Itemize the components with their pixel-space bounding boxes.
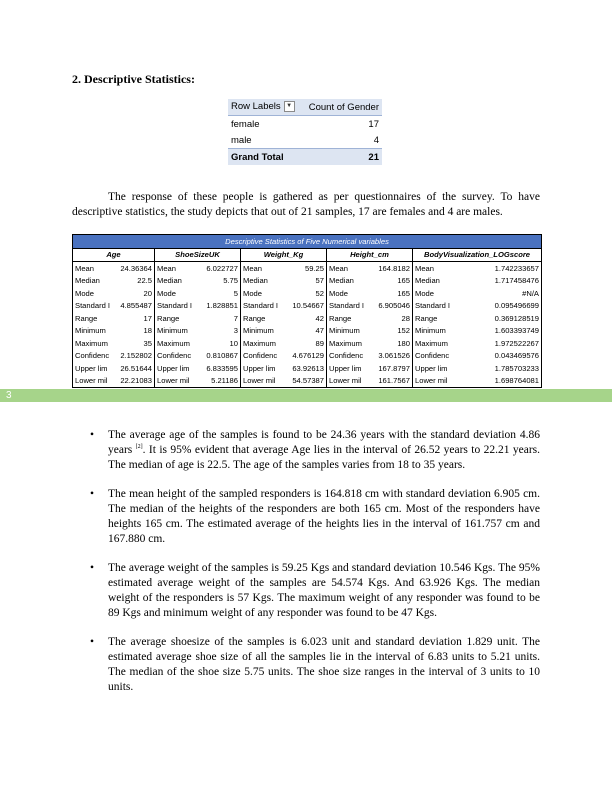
stats-title-row <box>73 235 542 249</box>
stats-header-shoesize: ShoeSizeUK <box>155 248 241 262</box>
stat-label-cell: Standard I <box>243 301 279 311</box>
stat-value-cell: 0.369128519 <box>460 312 542 325</box>
stat-value-cell: 89 <box>285 337 327 350</box>
list-item <box>72 487 540 547</box>
stat-label-cell: Maximum <box>415 338 448 348</box>
stat-value-cell: 2.152802 <box>113 350 155 363</box>
stat-label-cell: Confidenc <box>243 351 278 361</box>
stat-value-cell: 152 <box>371 325 413 338</box>
stat-label-cell: Mode <box>243 288 262 298</box>
stat-label-cell: Lower mil <box>413 375 460 388</box>
table-row <box>73 362 542 375</box>
stat-label-cell: Standard I <box>157 301 193 311</box>
stat-label-cell: Minimum <box>73 325 113 338</box>
stat-label-cell: Maximum <box>157 338 190 348</box>
list-item <box>72 635 540 695</box>
stat-label-cell: Mode <box>157 288 176 298</box>
stat-value-cell: 6.905046 <box>371 300 413 313</box>
stat-value-cell: 42 <box>285 312 327 325</box>
stats-title: Descriptive Statistics of Five Numerical variables <box>73 235 542 249</box>
stat-value-cell: 165 <box>371 287 413 300</box>
pivot-header-row-labels[interactable] <box>228 99 302 116</box>
stat-value-cell: 6.833595 <box>199 362 241 375</box>
stat-value-cell: 1.785703233 <box>460 362 542 375</box>
stat-label-cell: Minimum <box>329 326 360 336</box>
stat-value-cell: 180 <box>371 337 413 350</box>
table-row <box>73 350 542 363</box>
findings-list <box>72 428 540 709</box>
table-row <box>73 275 542 288</box>
list-item <box>72 428 540 473</box>
gender-pivot-table <box>228 99 382 165</box>
stats-header-age: Age <box>73 248 155 262</box>
stat-value-cell: 1.603393749 <box>460 325 542 338</box>
stat-value-cell: 10 <box>199 337 241 350</box>
stat-label-cell: Median <box>157 276 182 286</box>
citation-ref[interactable]: [2] <box>135 444 143 451</box>
stat-label-cell: Maximum <box>243 338 276 348</box>
stat-value-cell: 17 <box>113 312 155 325</box>
stat-value-cell: 164.8182 <box>371 262 413 275</box>
pivot-row-count: 4 <box>373 134 379 146</box>
stat-label-cell: Confidenc <box>157 351 192 361</box>
stat-value-cell: 7 <box>199 312 241 325</box>
stat-label-cell: Upper lim <box>243 363 276 373</box>
stat-label-cell: Minimum <box>157 326 188 336</box>
stat-value-cell: 26.51644 <box>113 362 155 375</box>
table-row <box>73 262 542 275</box>
stat-value-cell: 1.742233657 <box>460 262 542 275</box>
stat-value-cell: 1.972522267 <box>460 337 542 350</box>
stat-value-cell: 0.095496699 <box>460 300 542 313</box>
stat-label-cell: Standard I <box>329 301 365 311</box>
stat-label-cell: Upper lim <box>415 363 448 373</box>
stat-label-cell: Standard I <box>415 301 451 311</box>
stat-label-cell: Range <box>415 313 438 323</box>
stat-label-cell: Range <box>73 312 113 325</box>
bullet-text-b: . It is 95% evident that average Age lies in the interval of 26.52 years to 22.21 years. The median of age is 22.5. The age of the samples varies from 18 to 35 years. <box>108 444 541 471</box>
stats-header-row <box>73 248 542 262</box>
stat-value-cell: 28 <box>371 312 413 325</box>
stat-value-cell: 1.828851 <box>199 300 241 313</box>
intro-paragraph: The response of these people is gathered as per questionnaires of the survey. To have descriptive statistics, the study depicts that out of 21 samples, 17 are females and 4 are males. <box>72 191 540 218</box>
stat-label-cell: Mean <box>157 263 176 273</box>
bullet-icon: • <box>90 429 95 441</box>
stat-value-cell: 0.810867 <box>199 350 241 363</box>
pivot-header-row <box>228 99 382 116</box>
stat-value-cell: 63.92613 <box>285 362 327 375</box>
bullet-text-a: The average age of the samples is found to be 24.36 years with the standard deviation 4.86 years <box>108 429 540 456</box>
stat-value-cell: 22.21083 <box>113 375 155 388</box>
stat-label-cell: Lower mil <box>155 375 199 388</box>
stat-value-cell: 20 <box>113 287 155 300</box>
stat-value-cell: 167.8797 <box>371 362 413 375</box>
stat-label-cell: Mean <box>243 263 262 273</box>
pivot-row-label: male <box>231 134 252 146</box>
stat-value-cell: 1.698764081 <box>460 375 542 388</box>
table-row <box>73 312 542 325</box>
stat-label-cell: Confidenc <box>415 351 450 361</box>
stat-label-cell: Upper lim <box>73 362 113 375</box>
table-row <box>73 300 542 313</box>
page-number: 3 <box>6 390 12 401</box>
pivot-row-count: 17 <box>368 118 379 130</box>
stat-label-cell: Lower mil <box>73 375 113 388</box>
stat-label-cell: Mode <box>73 287 113 300</box>
stat-value-cell: 10.54667 <box>285 300 327 313</box>
stat-label-cell: Median <box>329 276 354 286</box>
stat-value-cell: 35 <box>113 337 155 350</box>
page-footer-bar <box>0 389 612 402</box>
pivot-row <box>228 116 382 133</box>
stat-value-cell: 52 <box>285 287 327 300</box>
stat-value-cell: 18 <box>113 325 155 338</box>
stat-label-cell: Minimum <box>243 326 274 336</box>
pivot-total-label: Grand Total <box>228 149 302 166</box>
stat-value-cell: 47 <box>285 325 327 338</box>
stat-label-cell: Mode <box>415 288 434 298</box>
stat-label-cell: Range <box>243 313 266 323</box>
stat-label-cell: Upper lim <box>329 363 362 373</box>
stat-label-cell: Confidenc <box>73 350 113 363</box>
bullet-icon: • <box>90 488 95 500</box>
stat-label-cell: Mean <box>329 263 348 273</box>
stat-value-cell: 57 <box>285 275 327 288</box>
stat-value-cell: #N/A <box>460 287 542 300</box>
table-row <box>73 375 542 388</box>
table-row <box>73 325 542 338</box>
stat-value-cell: 5 <box>199 287 241 300</box>
stat-label-cell: Maximum <box>73 337 113 350</box>
stat-label-cell: Mean <box>73 262 113 275</box>
stat-value-cell: 3 <box>199 325 241 338</box>
stat-label-cell: Upper lim <box>157 363 190 373</box>
bullet-icon: • <box>90 562 95 574</box>
stat-value-cell: 3.061526 <box>371 350 413 363</box>
bullet-text: The mean height of the sampled responders is 164.818 cm with standard deviation 6.905 cm. The median of the heights of the responders are both 165 cm. Most of the responders have heights 165 cm. The estimated average of the heights lies in the interval of 161.757 cm and 167.880 cm. <box>108 488 540 545</box>
stat-label-cell: Mean <box>415 263 434 273</box>
stat-value-cell: 6.022727 <box>199 262 241 275</box>
stat-value-cell: 165 <box>371 275 413 288</box>
bullet-text: The average shoesize of the samples is 6.023 unit and standard deviation 1.829 unit. The estimated average shoe size of all the samples lie in the interval of 6.83 units to 5.21 units. The median of the shoe size 5.75 units. The shoe size ranges in the interval of 3 units to 10 units. <box>108 636 540 693</box>
stat-label-cell: Median <box>415 276 440 286</box>
stat-value-cell: 0.043469576 <box>460 350 542 363</box>
table-row <box>73 337 542 350</box>
stat-value-cell: 5.75 <box>199 275 241 288</box>
stat-label-cell: Confidenc <box>329 351 364 361</box>
pivot-total-row <box>228 149 382 166</box>
filter-dropdown-icon[interactable]: ▼ <box>284 101 295 112</box>
stat-value-cell: 5.21186 <box>199 375 241 388</box>
stat-value-cell: 4.676129 <box>285 350 327 363</box>
pivot-row-label: female <box>231 118 260 130</box>
stat-label-cell: Maximum <box>329 338 362 348</box>
stats-header-height: Height_cm <box>327 248 413 262</box>
stats-header-bodyvis: BodyVisualization_LOGscore <box>413 248 542 262</box>
stat-value-cell: 4.855487 <box>113 300 155 313</box>
stat-label-cell: Median <box>243 276 268 286</box>
stat-label-cell: Range <box>157 313 180 323</box>
stat-value-cell: 161.7567 <box>371 375 413 388</box>
section-heading: 2. Descriptive Statistics: <box>72 72 195 86</box>
stat-value-cell: 1.717458476 <box>460 275 542 288</box>
stat-label-cell: Median <box>73 275 113 288</box>
pivot-row <box>228 132 382 149</box>
pivot-header-count: Count of Gender <box>302 99 383 116</box>
stat-label-cell: Lower mil <box>327 375 371 388</box>
stat-label-cell: Minimum <box>415 326 446 336</box>
stat-label-cell: Lower mil <box>241 375 285 388</box>
pivot-total-count: 21 <box>302 149 383 166</box>
stat-value-cell: 59.25 <box>285 262 327 275</box>
pivot-row-labels-text: Row Labels <box>231 101 281 113</box>
descriptive-stats-table <box>72 234 542 388</box>
bullet-text: The average weight of the samples is 59.25 Kgs and standard deviation 10.546 Kgs. The 95% estimated average weight of the samples are 54.574 Kgs. And 63.926 Kgs. The median weight of the responders is 57 Kgs. The maximum weight of any responder was found to be 89 Kgs and minimum weight of any responder was found to be 47 Kgs. <box>108 562 540 619</box>
stat-value-cell: 54.57387 <box>285 375 327 388</box>
table-row <box>73 287 542 300</box>
stat-label-cell: Mode <box>329 288 348 298</box>
list-item <box>72 561 540 621</box>
stats-header-weight: Weight_Kg <box>241 248 327 262</box>
bullet-icon: • <box>90 636 95 648</box>
stat-label-cell: Range <box>329 313 352 323</box>
stat-value-cell: 22.5 <box>113 275 155 288</box>
stat-value-cell: 24.36364 <box>113 262 155 275</box>
stat-label-cell: Standard I <box>73 300 113 313</box>
